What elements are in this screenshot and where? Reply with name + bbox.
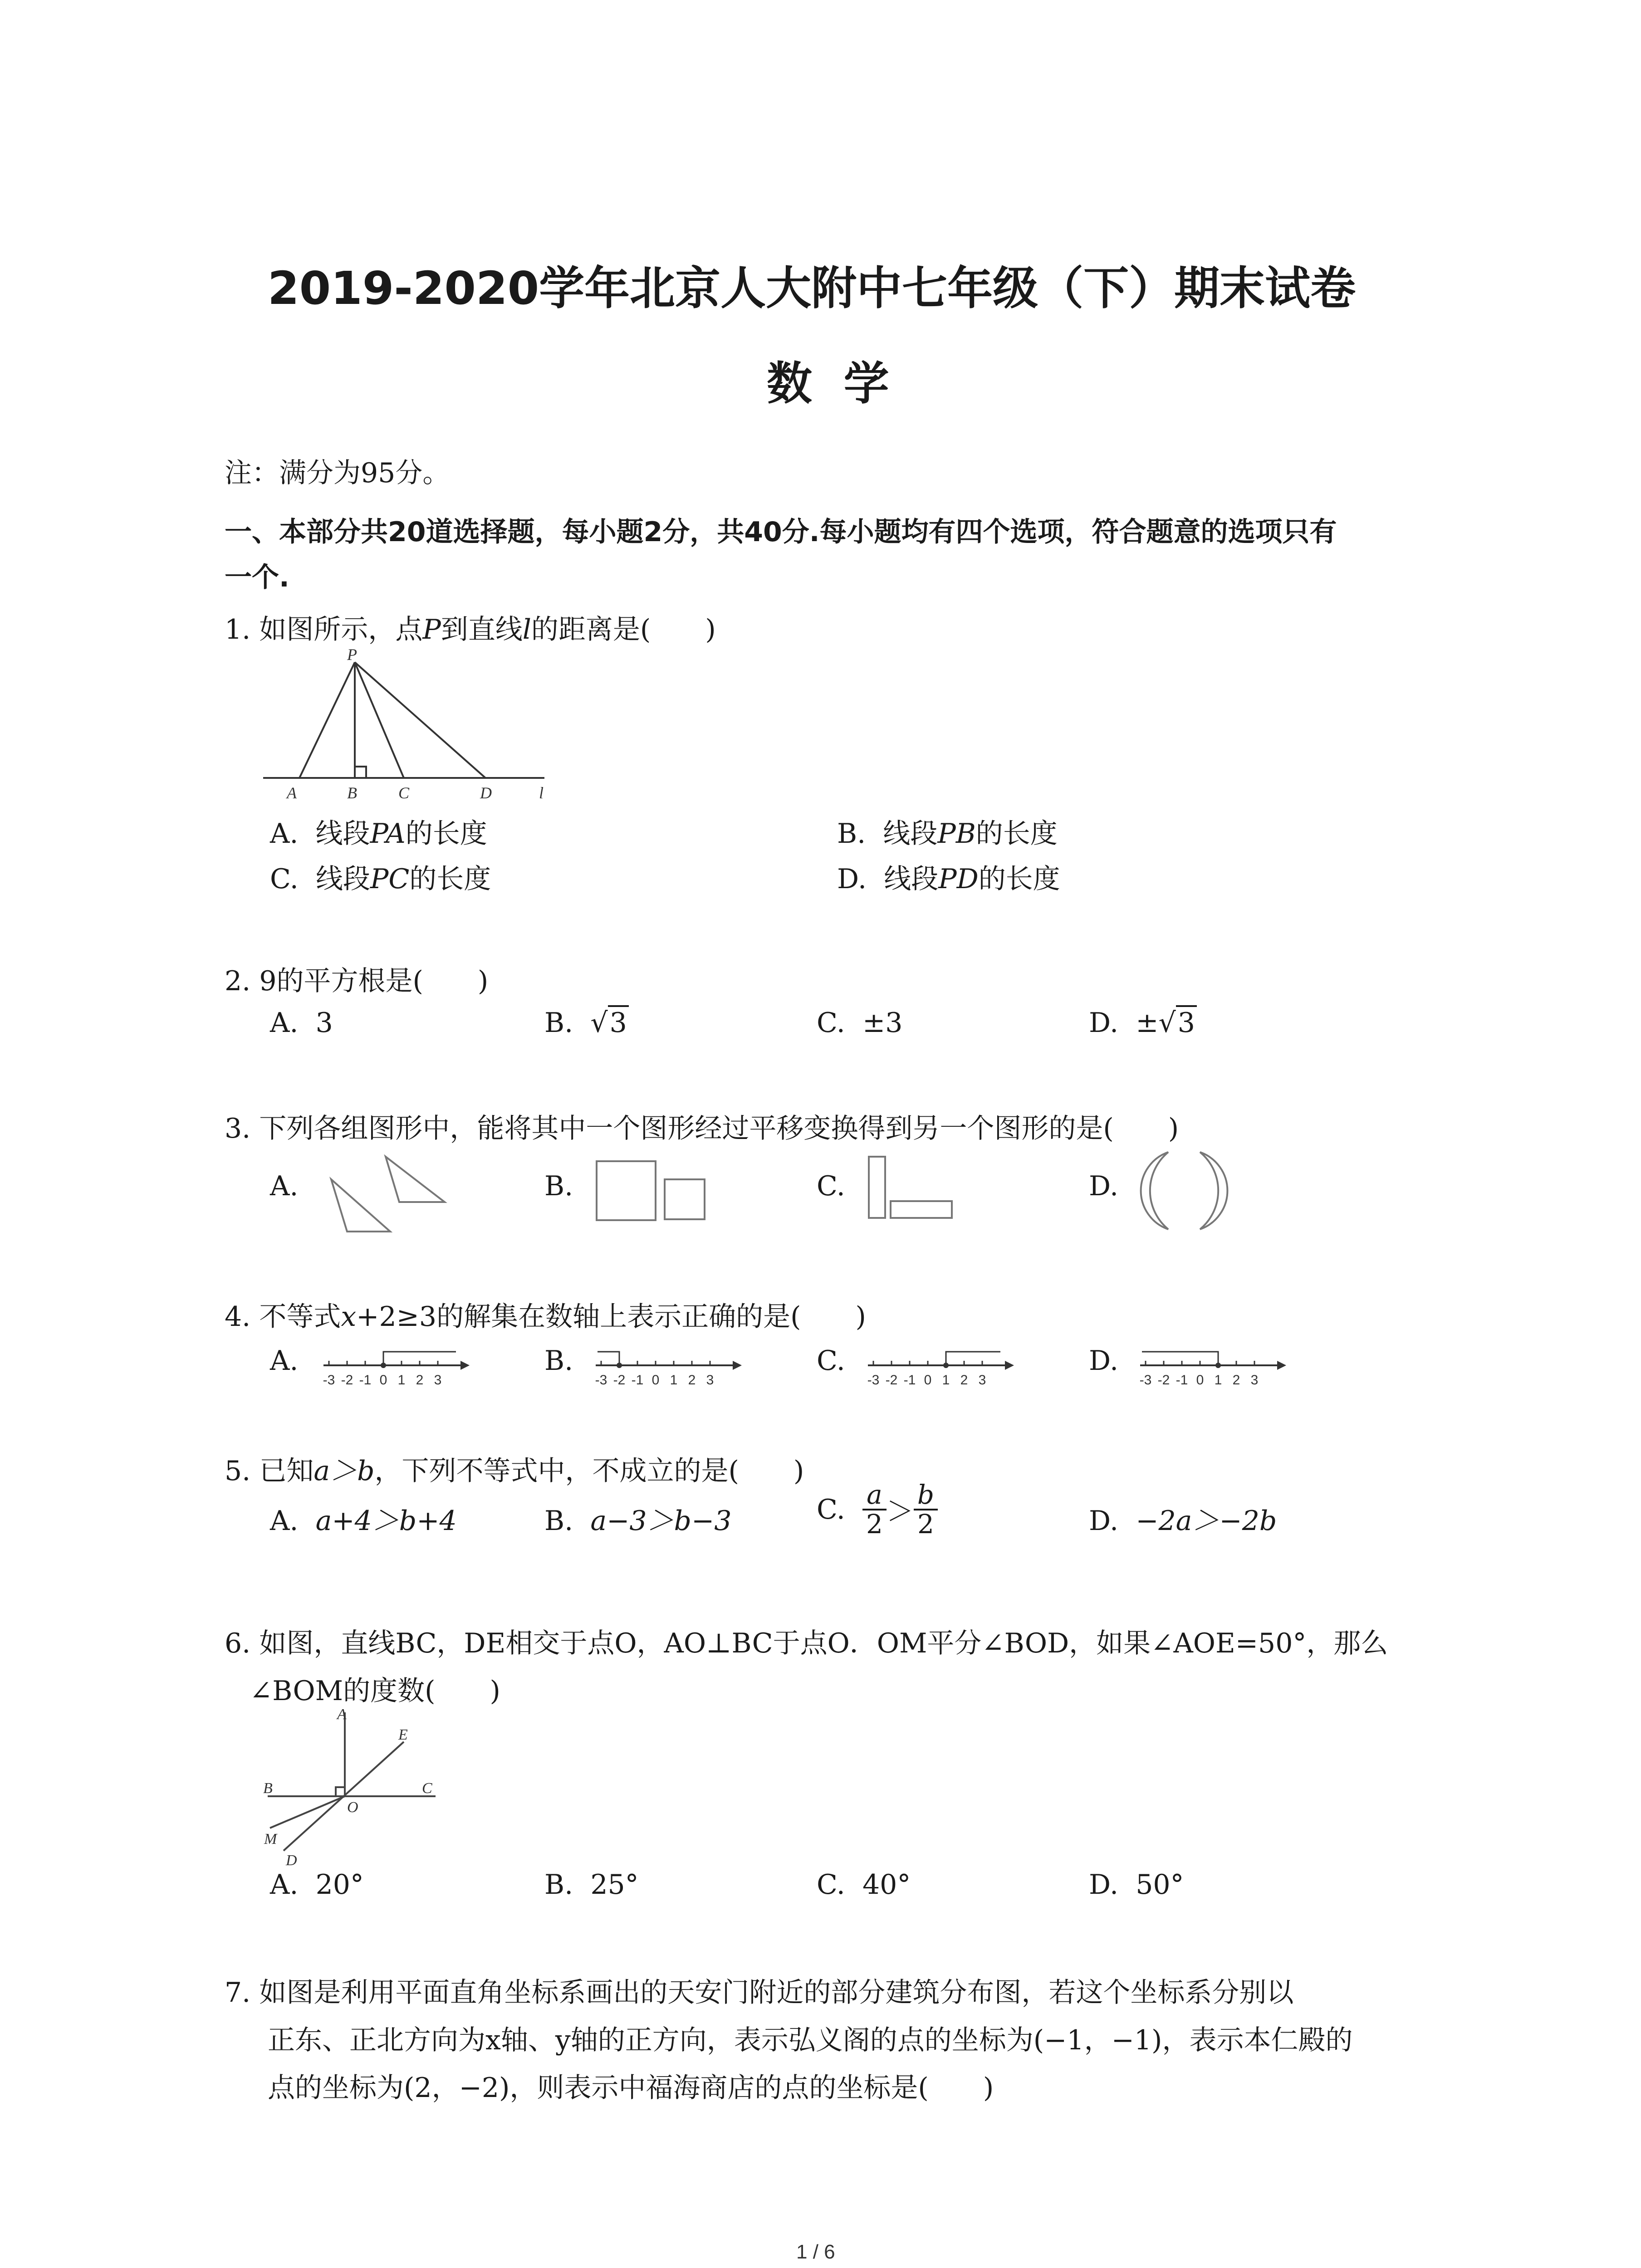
q3-option-d-figure bbox=[1136, 1148, 1236, 1234]
tick-label: -2 bbox=[613, 1373, 626, 1388]
tick-label: -1 bbox=[631, 1373, 644, 1388]
tick-label: 2 bbox=[1232, 1373, 1240, 1388]
q3-option-d-letter[interactable]: D. bbox=[1089, 1170, 1119, 1202]
tick-label: -3 bbox=[595, 1373, 607, 1388]
q6-option-d[interactable]: D. 50° bbox=[1089, 1869, 1184, 1901]
q2-option-c[interactable]: C. ±3 bbox=[817, 1007, 903, 1039]
tick-label: 3 bbox=[978, 1373, 986, 1388]
tick-label: 1 bbox=[942, 1373, 950, 1388]
label-B: B bbox=[347, 784, 357, 802]
tick-label: -1 bbox=[1176, 1373, 1188, 1388]
tick-label: 2 bbox=[960, 1373, 968, 1388]
sqrt-symbol: √ bbox=[590, 1007, 608, 1039]
question-2-stem: 2. 9的平方根是( ) bbox=[225, 965, 489, 997]
sqrt-symbol: √ bbox=[1158, 1007, 1176, 1039]
axis-arrow bbox=[733, 1361, 742, 1370]
question-7-line1: 7. 如图是利用平面直角坐标系画出的天安门附近的部分建筑分布图，若这个坐标系分别以 bbox=[225, 1977, 1294, 2009]
question-6-figure bbox=[254, 1706, 458, 1873]
q4-option-a-numberline bbox=[320, 1334, 474, 1393]
question-1-stem: 1. 如图所示，点P到直线l的距离是( ) bbox=[225, 614, 716, 645]
page-number: 1 / 6 bbox=[796, 2241, 835, 2263]
tick-label: 0 bbox=[924, 1373, 932, 1388]
section-heading-line1: 一、本部分共20道选择题，每小题2分，共40分.每小题均有四个选项，符合题意的选项只有 bbox=[225, 516, 1337, 548]
tick-label: 3 bbox=[706, 1373, 714, 1388]
boundary-point bbox=[943, 1363, 949, 1368]
question-6-line2: ∠BOM的度数( ) bbox=[250, 1675, 500, 1707]
solution-ray bbox=[1142, 1352, 1218, 1365]
subject-title: 数 学 bbox=[767, 357, 889, 410]
tick-label: 1 bbox=[670, 1373, 678, 1388]
boundary-point bbox=[617, 1363, 622, 1368]
q4-option-d-numberline bbox=[1136, 1334, 1291, 1393]
q4-option-a-letter[interactable]: A. bbox=[270, 1345, 299, 1377]
label-O: O bbox=[347, 1799, 358, 1816]
q3-option-a-letter[interactable]: A. bbox=[270, 1170, 299, 1202]
label-D: D bbox=[286, 1852, 297, 1869]
q3-option-b-letter[interactable]: B. bbox=[544, 1170, 573, 1202]
q5-option-c[interactable]: C. $\frac{a}{2}$ ＞ $\frac{b}{2}$ bbox=[817, 1481, 938, 1538]
tick-label: -3 bbox=[867, 1373, 880, 1388]
question-7-line2: 正东、正北方向为x轴、y轴的正方向，表示弘义阁的点的坐标为(−1，−1)，表示本仁殿的 bbox=[268, 2024, 1353, 2056]
label-B: B bbox=[263, 1780, 273, 1797]
tick-label: 3 bbox=[1250, 1373, 1259, 1388]
question-7-line3: 点的坐标为(2，−2)，则表示中福海商店的点的坐标是( ) bbox=[268, 2072, 994, 2104]
label-C: C bbox=[398, 784, 410, 802]
score-note: 注：满分为95分。 bbox=[225, 457, 450, 489]
q2-option-a[interactable]: A. 3 bbox=[270, 1007, 333, 1039]
tick-label: -3 bbox=[1139, 1373, 1152, 1388]
tick-label: 1 bbox=[1214, 1373, 1222, 1388]
q5-option-a[interactable]: A. a+4＞b+4 bbox=[270, 1505, 457, 1537]
tick-label: -1 bbox=[903, 1373, 916, 1388]
q4-option-b-letter[interactable]: B. bbox=[544, 1345, 573, 1377]
tick-label: 1 bbox=[397, 1373, 406, 1388]
q3-option-b-figure bbox=[594, 1154, 712, 1227]
label-E: E bbox=[398, 1726, 408, 1743]
q1-option-d[interactable]: D. 线段PD的长度 bbox=[837, 863, 1060, 895]
label-l: l bbox=[539, 784, 544, 802]
question-1-figure bbox=[254, 645, 572, 807]
label-M: M bbox=[264, 1831, 277, 1848]
label-A: A bbox=[287, 784, 297, 802]
q6-option-b[interactable]: B. 25° bbox=[544, 1869, 639, 1901]
label-A: A bbox=[337, 1706, 347, 1723]
q1-option-a[interactable]: A. 线段PA的长度 bbox=[270, 818, 487, 850]
axis-arrow bbox=[1277, 1361, 1286, 1370]
q3-option-a-figure bbox=[322, 1148, 458, 1238]
boundary-point bbox=[381, 1363, 386, 1368]
question-4-stem: 4. 不等式x+2≥3的解集在数轴上表示正确的是( ) bbox=[225, 1301, 866, 1333]
tick-label: -2 bbox=[885, 1373, 898, 1388]
tick-label: -2 bbox=[1157, 1373, 1170, 1388]
tick-label: 0 bbox=[652, 1373, 660, 1388]
section-heading-line2: 一个. bbox=[225, 562, 289, 593]
q6-option-c[interactable]: C. 40° bbox=[817, 1869, 911, 1901]
question-6-line1: 6. 如图，直线BC，DE相交于点O，AO⊥BC于点O．OM平分∠BOD，如果∠AOE=50°，那么 bbox=[225, 1628, 1388, 1659]
boundary-point bbox=[1215, 1363, 1221, 1368]
q5-option-d[interactable]: D. −2a＞−2b bbox=[1089, 1505, 1277, 1537]
solution-ray bbox=[946, 1352, 1000, 1365]
page-title: 2019-2020学年北京人大附中七年级（下）期末试卷 bbox=[268, 262, 1356, 315]
label-C: C bbox=[422, 1780, 432, 1797]
axis-arrow bbox=[1005, 1361, 1014, 1370]
tick-label: 2 bbox=[688, 1373, 696, 1388]
tick-label: 0 bbox=[379, 1373, 387, 1388]
q2-option-b[interactable]: B. √3 bbox=[544, 1007, 629, 1039]
tick-label: -3 bbox=[323, 1373, 335, 1388]
q5-option-b[interactable]: B. a−3＞b−3 bbox=[544, 1505, 732, 1537]
label-P: P bbox=[347, 645, 357, 664]
q1-option-b[interactable]: B. 线段PB的长度 bbox=[837, 818, 1058, 850]
q4-option-d-letter[interactable]: D. bbox=[1089, 1345, 1119, 1377]
q6-option-a[interactable]: A. 20° bbox=[270, 1869, 364, 1901]
q3-option-c-letter[interactable]: C. bbox=[817, 1170, 845, 1202]
q2-option-d[interactable]: D. ±√3 bbox=[1089, 1007, 1197, 1039]
q4-option-c-letter[interactable]: C. bbox=[817, 1345, 845, 1377]
axis-arrow bbox=[460, 1361, 470, 1370]
q4-option-c-numberline bbox=[864, 1334, 1019, 1393]
tick-label: -2 bbox=[341, 1373, 353, 1388]
question-5-stem: 5. 已知a＞b，下列不等式中，不成立的是( ) bbox=[225, 1455, 804, 1487]
tick-label: -1 bbox=[359, 1373, 372, 1388]
tick-label: 0 bbox=[1196, 1373, 1204, 1388]
q3-option-c-figure bbox=[864, 1152, 969, 1225]
q4-option-b-numberline bbox=[592, 1334, 746, 1393]
label-D: D bbox=[480, 784, 492, 802]
tick-label: 3 bbox=[434, 1373, 442, 1388]
tick-label: 2 bbox=[416, 1373, 424, 1388]
question-3-stem: 3. 下列各组图形中，能将其中一个图形经过平移变换得到另一个图形的是( ) bbox=[225, 1113, 1179, 1144]
q1-option-c[interactable]: C. 线段PC的长度 bbox=[270, 863, 491, 895]
